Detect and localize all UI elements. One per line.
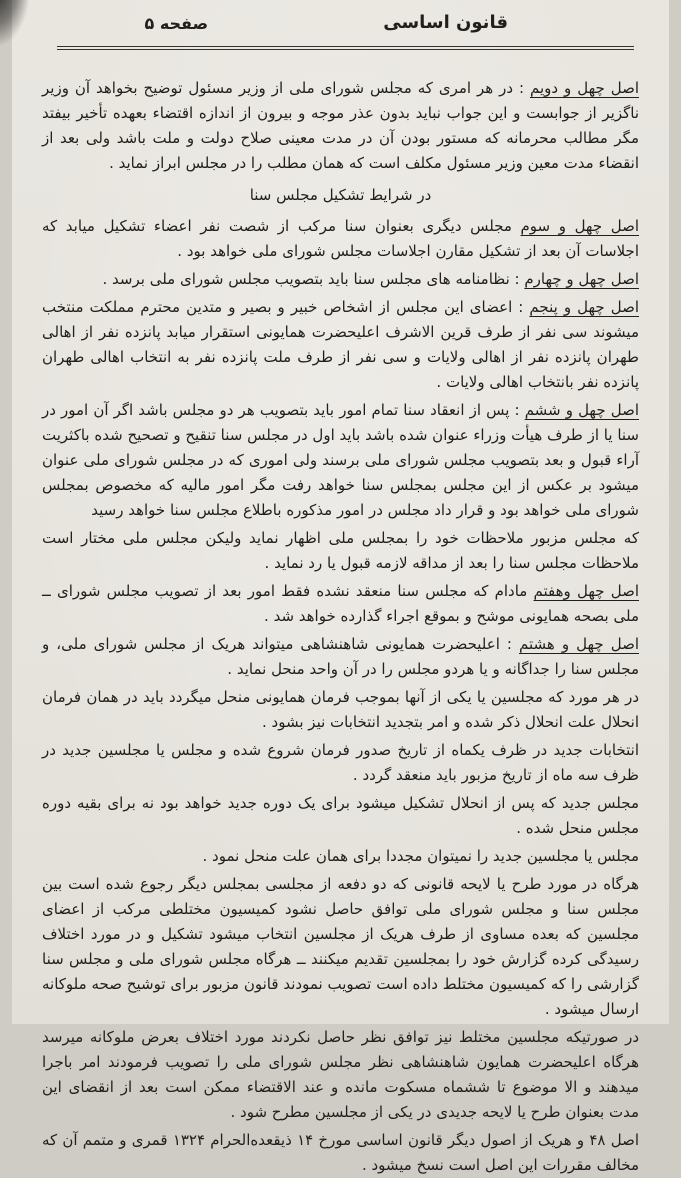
body-paragraph: مجلس جدید که پس از انحلال تشکیل میشود برای یک دوره جدید خواهد بود نه برای بقیه دوره مجلس منحل شده . [42, 794, 639, 837]
body-paragraph: هرگاه در مورد طرح یا لایحه قانونی که دو دفعه از مجلسی بمجلس دیگر رجوع شده است بین مجلس سنا و مجلس شورای ملی توافق حاصل نشود کمیسیون مختلطی مرکب از اعضای مجلسین که بعده مساوی از طرف هریک از مجلسین انتخاب میشود تشکیل و در مورد اختلاف رسیدگی کرده گزارش خود را بمجلسین تقدیم میکنند ــ هرگاه مجلس شورای ملی و مجلس سنا گزارشی را که کمیسیون مختلط داده است تصویب نمودند قانون مزبور برای توشیح صحه ملوکانه ارسال میشود . [42, 875, 639, 1018]
scanned-document-page [12, 0, 669, 1174]
body-paragraph: اصل ۴۸ و هریک از اصول دیگر قانون اساسی مورخ ۱۴ ذیقعده‌الحرام ۱۳۲۴ قمری و متمم آن که مخالف مقررات این اصل است نسخ میشود . [42, 1131, 639, 1174]
article-paragraph: اصل چهل و دویم : در هر امری که مجلس شورای ملی از وزیر مسئول توضیح بخواهد آن وزیر ناگزیر از جوابست و این جواب نباید بدون عذر موجه و بیرون از اندازه اقتضاء بعهده تأخیر بیفتد مگر مطالب محرمانه که مستور بودن آن در مدت معینی صلاح دولت و ملت باشد ولی بعد از انقضاء مدت معین وزیر مسئول مکلف است که همان مطلب را در مجلس ابراز نماید . [42, 79, 639, 172]
section-heading: در شرایط تشکیل مجلس سنا [249, 186, 432, 204]
article-paragraph: اصل چهل و چهارم : نظامنامه های مجلس سنا باید بتصویب مجلس شورای ملی برسد . [102, 270, 639, 288]
page-header [12, 0, 669, 46]
body-paragraph: در صورتیکه مجلسین مختلط نیز توافق نظر حاصل نکردند مورد اختلاف بعرض ملوکانه میرسد هرگاه اعلیحضرت همایون شاهنشاهی نظر مجلس شورای ملی را تصویب فرمودند امر باجرا میدهند و الا موضوع تا ششماه مسکوت مانده و عند الاقتضاء ممکن است بعد از انقضای این مدت بعنوان طرح یا لایحه جدیدی در یکی از مجلسین مطرح شود . [42, 1028, 639, 1121]
document-title: قانون اساسی [383, 12, 508, 33]
article-title: اصل چهل و ششم [524, 401, 639, 419]
body-paragraph: که مجلس مزبور ملاحظات خود را بمجلس ملی اظهار نماید ولیکن مجلس ملی مختار است ملاحظات مجلس سنا را بعد از مداقه لازمه قبول یا رد نماید . [42, 529, 639, 572]
article-title: اصل چهل و چهارم [524, 270, 639, 288]
article-paragraph: اصل چهل و سوم مجلس دیگری بعنوان سنا مرکب از شصت نفر اعضاء تشکیل میابد که اجلاسات آن بعد از تشکیل مقارن اجلاسات مجلس شورای ملی خواهد بود . [42, 217, 639, 260]
body-paragraph: در هر مورد که مجلسین یا یکی از آنها بموجب فرمان همایونی منحل میگردد باید در همان فرمان انحلال علت انحلال ذکر شده و امر بتجدید انتخابات نیز بشود . [42, 688, 639, 731]
page-number-label: صفحه ۵ [144, 14, 209, 33]
body-paragraph: مجلس یا مجلسین جدید را نمیتوان مجددا برای همان علت منحل نمود . [202, 847, 639, 865]
article-paragraph: اصل چهل و ششم : پس از انعقاد سنا تمام امور باید بتصویب هر دو مجلس باشد اگر آن امور در سنا یا از طرف هیأت وزراء عنوان شده باشد باید اول در مجلس سنا تنقیح و تصحیح شده باکثریت آراء قبول و بعد بتصویب مجلس شورای ملی برسند ولی اموری که در مجلس شورای ملی عنوان میشود بر عکس از این مجلس بمجلس سنا خواهد رفت مگر امور مالیه که مخصوص بمجلس شورای ملی خواهد بود و قرار داد مجلس در امور مذکوره باطلاع مجلس سنا خواهد رسید [42, 401, 639, 519]
article-title: اصل چهل و هشتم [519, 635, 639, 653]
article-paragraph: اصل چهل وهفتم مادام که مجلس سنا منعقد نشده فقط امور بعد از تصویب مجلس شورای ــ ملی بصحه همایونی موشح و بموقع اجراء گذارده خواهد شد . [42, 582, 639, 625]
body-paragraph: انتخابات جدید در ظرف یکماه از تاریخ صدور فرمان شروع شده و مجلس یا مجلسین جدید در ظرف سه ماه از تاریخ مزبور باید منعقد گردد . [42, 741, 639, 784]
article-title: اصل چهل و دویم [530, 79, 639, 97]
article-title: اصل چهل و سوم [520, 217, 639, 235]
article-title: اصل چهل و پنجم [529, 298, 639, 316]
article-title: اصل چهل وهفتم [533, 582, 639, 600]
document-body [12, 50, 669, 1178]
article-paragraph: اصل چهل و هشتم : اعلیحضرت همایونی شاهنشاهی میتواند هریک از مجلس شورای ملی، و مجلس سنا را جداگانه و یا هردو مجلس را در آن واحد منحل نماید . [42, 635, 639, 678]
article-paragraph: اصل چهل و پنجم : اعضای این مجلس از اشخاص خبیر و بصیر و متدین محترم مملکت منتخب میشوند سی نفر از طرف قرین الاشرف اعلیحضرت همایونی استقرار میابد پانزده نفر از اهالی طهران پانزده نفر از اهالی ولایات و سی نفر از طرف ملت پانزده نفر به انتخاب اهالی طهران پانزده نفر بانتخاب اهالی ولایات . [42, 298, 639, 391]
